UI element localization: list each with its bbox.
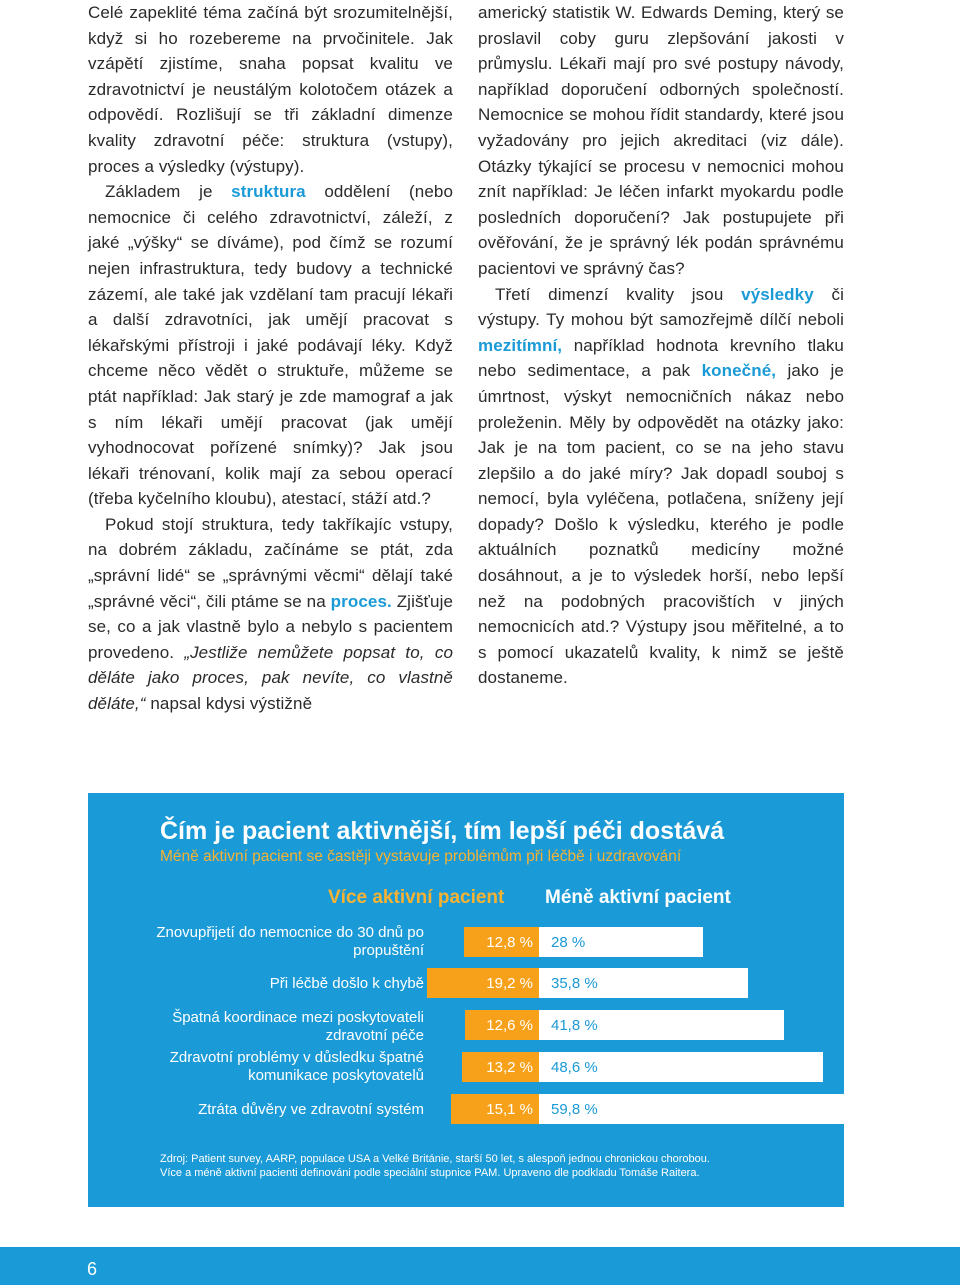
value-more-active: 12,6 % <box>486 1017 533 1034</box>
source-line-2: Více a méně aktivní pacienti definováni podle speciální stupnice PAM. Upraveno dle podkladu Tomáše Raitera. <box>160 1167 700 1179</box>
paragraph-intro: Celé zapeklité téma začíná být srozumitelnější, když si ho rozebereme na prvočinitele. Jak vzápětí zjistíme, snaha popsat kvalitu ve zdravotnictví je neustálým kolotočem otázek a odpovědí. Rozlišují se tři základní dimenze kvality zdravotní péče: struktura (vstupy), proces a výsledky (výstupy). <box>88 3 453 176</box>
bar-more-active <box>462 1052 539 1082</box>
text-run: oddělení (nebo nemocnice či celého zdravotnictví, záleží, z jaké „výšky“ se díváme), pod čímž se rozumí nejen infrastruktura, tedy budovy a technické zázemí, ale také jak vzdělaní tam pracují lékaři a další zdravotníci, jak umějí pracovat s lékařskými přístroji i jaké podávají léky. Když chceme něco vědět o struktuře, můžeme se ptát například: Jak starý je zde mamograf a jak s ním lékaři umějí pracovat (jak umějí vyhodnocovat pořízené snímky)? Jak jsou lékaři trénovaní, kolik mají za sebou operací (třeba kyčelního kloubu), atestací, stáží atd.? <box>88 182 453 509</box>
value-less-active: 48,6 % <box>551 1059 598 1076</box>
right-text-column <box>478 0 844 691</box>
deming-quote: „Jestliže nemůžete popsat to, co děláte jako proces, pak nevíte, co vlastně děláte,“ <box>88 642 453 714</box>
bar-less-active <box>539 968 748 998</box>
infobox-source-note <box>160 1152 710 1180</box>
column-header-more-active: Více aktivní pacient <box>328 887 505 908</box>
value-less-active: 28 % <box>551 934 586 951</box>
row-label-readmission: Znovupřijetí do nemocnice do 30 dnů po propuštění <box>156 924 424 959</box>
left-text-column <box>88 0 453 717</box>
text-run: Základem je <box>105 182 232 202</box>
highlight-structure: struktura <box>231 182 306 202</box>
value-more-active: 13,2 % <box>486 1059 533 1076</box>
row-label-poor-communication: Zdravotní problémy v důsledku špatné komunikace poskytovatelů <box>169 1049 424 1084</box>
source-line-1: Zdroj: Patient survey, AARP, populace USA a Velké Británie, starší 50 let, s alespoň jednou chronickou chorobou. <box>160 1153 710 1165</box>
highlight-results: výsledky <box>741 284 814 304</box>
text-run: či výstupy. Ty mohou být samozřejmě dílčí neboli <box>478 284 844 330</box>
bar-more-active <box>465 1010 539 1040</box>
bar-less-active <box>539 1052 823 1082</box>
infobox-title: Čím je pacient aktivnější, tím lepší péči dostává <box>160 817 725 845</box>
text-run: jako je úmrtnost, výskyt nemocničních nákaz nebo proleženin. Měly by odpovědět na otázky jako: Jak je na tom pacient, co se na jeho stavu zlepšilo a do jaké míry? Jak dopadl souboj s nemocí, byla vyléčena, potlačena, sníženy její dopady? Došlo k výsledku, kterého je podle aktuálních poznatků medicíny možné dosáhnout, a je to výsledek horší, nebo lepší než na podobných pracovištích v jiných nemocnicích atd.? Výstupy jsou měřitelné, a to s pomocí ukazatelů kvality, k nimž se ještě dostaneme. <box>478 361 844 688</box>
paragraph-process <box>88 512 453 717</box>
bar-more-active <box>451 1094 539 1124</box>
row-label-treatment-error: Při léčbě došlo k chybě <box>269 975 424 992</box>
infobox-subtitle: Méně aktivní pacient se častěji vystavuje problémům při léčbě i uzdravování <box>160 848 682 865</box>
value-more-active: 12,8 % <box>486 934 533 951</box>
highlight-intermediate: mezitímní, <box>478 335 563 355</box>
highlight-process: proces. <box>330 591 392 611</box>
text-run: napsal kdysi výstižně <box>145 694 313 714</box>
bar-more-active <box>464 927 539 957</box>
bar-less-active <box>539 1010 784 1040</box>
row-label-loss-of-trust: Ztráta důvěry ve zdravotní systém <box>198 1101 424 1118</box>
text-run: Třetí dimenzí kvality jsou <box>495 284 742 304</box>
value-less-active: 59,8 % <box>551 1101 598 1118</box>
column-header-less-active: Méně aktivní pacient <box>545 887 731 908</box>
highlight-final: konečné, <box>701 361 777 381</box>
text-run: například hodnota krevního tlaku nebo sedimentace, a pak <box>478 335 844 381</box>
value-more-active: 19,2 % <box>486 975 533 992</box>
paragraph-results <box>478 282 844 692</box>
bar-less-active <box>539 927 703 957</box>
value-less-active: 41,8 % <box>551 1017 598 1034</box>
infobox-patient-activity <box>88 793 844 1207</box>
value-more-active: 15,1 % <box>486 1101 533 1118</box>
text-run: Zjišťuje se, co a jak vlastně bylo a nebylo s pacientem provedeno. <box>88 591 454 662</box>
bar-less-active <box>539 1094 889 1124</box>
page-footer <box>0 1247 960 1285</box>
bar-more-active <box>427 968 539 998</box>
text-run: Pokud stojí struktura, tedy takříkajíc vstupy, na dobrém základu, začínáme se ptát, zda „správní lidé“ se „správnými věcmi“ dělají také „správné věci“, čili ptáme se na <box>88 514 453 611</box>
paragraph-structure <box>88 179 453 512</box>
value-less-active: 35,8 % <box>551 975 598 992</box>
paragraph-deming: americký statistik W. Edwards Deming, který se proslavil coby guru zlepšování jakosti v průmyslu. Lékaři mají pro své postupy návody, například doporučení odborných společností. Nemocnice se mohou řídit standardy, které jsou vyžadovány pro jejich akreditaci (viz dále). Otázky týkající se procesu v nemocnici mohou znít například: Je léčen infarkt myokardu podle posledních doporučení? Jak postupujete při ověřování, že je správný lék podán správnému pacientovi ve správný čas? <box>478 3 844 278</box>
page-number: 6 <box>87 1259 98 1279</box>
row-label-poor-coordination: Špatná koordinace mezi poskytovateli zdravotní péče <box>172 1009 424 1044</box>
